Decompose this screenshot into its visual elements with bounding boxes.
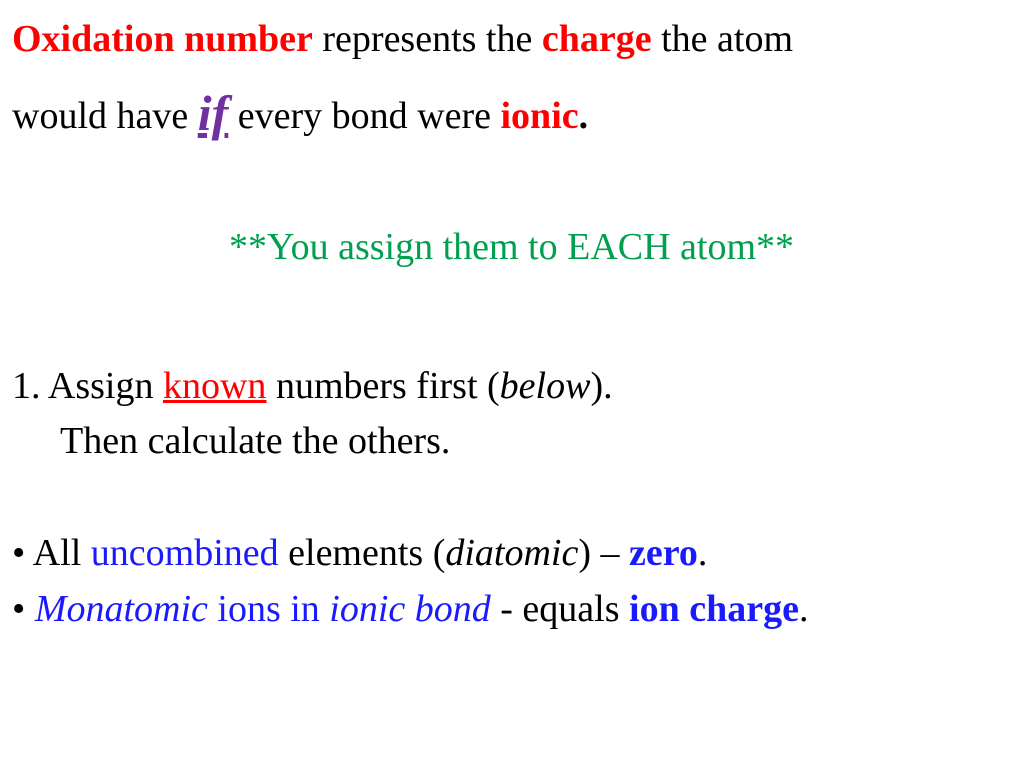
definition-text: the atom	[651, 18, 793, 60]
bullet-marker: •	[12, 532, 33, 574]
term-ionic-bond: ionic bond	[329, 588, 491, 630]
bullet-text: All	[32, 532, 91, 574]
term-below: below	[499, 365, 591, 407]
bullet-text: - equals	[490, 588, 630, 630]
term-monatomic: Monatomic	[34, 588, 208, 630]
definition-line-2	[12, 85, 589, 141]
term-charge: charge	[541, 18, 652, 60]
definition-line-1	[12, 20, 793, 58]
bullet-text: elements (	[278, 532, 446, 574]
term-oxidation-number: Oxidation number	[12, 18, 313, 60]
bullet-monatomic	[12, 590, 808, 628]
definition-text: every bond were	[228, 95, 501, 137]
term-zero: zero	[629, 532, 698, 574]
bullet-text: .	[798, 588, 809, 630]
bullet-text: ) –	[578, 532, 629, 574]
emphasis-if: if	[197, 85, 229, 141]
step-text: numbers first (	[266, 365, 500, 407]
bullet-uncombined	[12, 534, 707, 572]
step-1-line-1	[12, 367, 613, 405]
definition-text: would have	[12, 95, 198, 137]
term-ion-charge: ion charge	[629, 588, 799, 630]
term-ionic: ionic	[500, 95, 579, 137]
term-diatomic: diatomic	[445, 532, 579, 574]
bullet-text: .	[697, 532, 708, 574]
term-uncombined: uncombined	[90, 532, 279, 574]
definition-period: .	[578, 95, 589, 137]
step-text: 1. Assign	[12, 365, 163, 407]
bullet-marker: •	[12, 588, 35, 630]
bullet-text: ions in	[207, 588, 330, 630]
assign-note: **You assign them to EACH atom**	[228, 226, 795, 268]
step-text: ).	[590, 365, 613, 407]
term-known: known	[162, 365, 267, 407]
step-1-line-2: Then calculate the others.	[60, 420, 451, 462]
definition-text: represents the	[312, 18, 542, 60]
